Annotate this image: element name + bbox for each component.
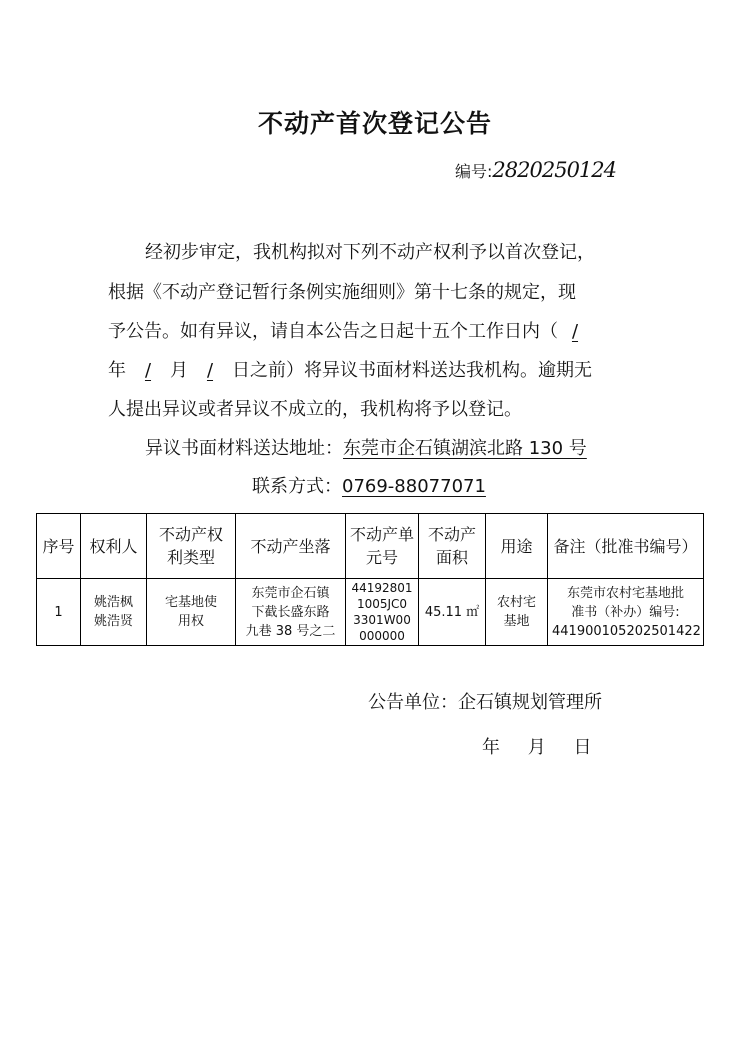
serial-label: 编号: (455, 162, 493, 181)
cell-unit-number: 44192801 1005JC0 3301W00 000000 (346, 579, 419, 646)
header-usage: 用途 (486, 514, 548, 579)
header-location: 不动产坐落 (236, 514, 346, 579)
body-line-1: 经初步审定，我机构拟对下列不动产权利予以首次登记， (145, 242, 595, 263)
body-line-4-tail: 日之前）将异议书面材料送达我机构。逾期无 (232, 360, 592, 381)
cell-seq: 1 (37, 579, 81, 646)
page-title: 不动产首次登记公告 (257, 109, 492, 138)
header-area: 不动产 面积 (419, 514, 486, 579)
cell-remark: 东莞市农村宅基地批 准书（补办）编号: 441900105202501422 (548, 579, 704, 646)
deadline-blank-start: / (571, 321, 579, 342)
year-label: 年 (108, 360, 126, 381)
header-seq: 序号 (37, 514, 81, 579)
serial-number (455, 158, 616, 182)
registration-table (36, 513, 704, 646)
header-remark: 备注（批准书编号） (548, 514, 704, 579)
cell-holder: 姚浩枫 姚浩贤 (81, 579, 147, 646)
contact-value: 0769-88077071 (342, 476, 486, 497)
cell-location: 东莞市企石镇 下截长盛东路 九巷 38 号之二 (236, 579, 346, 646)
body-line-4 (108, 354, 592, 388)
header-unit-number: 不动产单 元号 (346, 514, 419, 579)
table-row (37, 579, 704, 646)
serial-value: 2820250124 (492, 158, 617, 182)
body-line-2: 根据《不动产登记暂行条例实施细则》第十七条的规定，现 (108, 282, 576, 303)
cell-area: 45.11 ㎡ (419, 579, 486, 646)
month-label: 月 (170, 360, 188, 381)
body-line-3-text: 予公告。如有异议，请自本公告之日起十五个工作日内（ (108, 321, 558, 342)
contact-info (252, 470, 486, 504)
cell-right-type: 宅基地使 用权 (147, 579, 236, 646)
deadline-blank-month: / (144, 360, 152, 381)
body-line-5: 人提出异议或者异议不成立的，我机构将予以登记。 (108, 399, 522, 420)
deadline-blank-day: / (206, 360, 214, 381)
address-label: 异议书面材料送达地址： (145, 438, 343, 459)
address-value: 东莞市企石镇湖滨北路 130 号 (343, 438, 587, 459)
table-header-row (37, 514, 704, 579)
announcement-date: 年 月 日 (482, 737, 592, 758)
contact-label: 联系方式： (252, 476, 342, 497)
objection-address (145, 432, 587, 466)
cell-usage: 农村宅 基地 (486, 579, 548, 646)
header-right-type: 不动产权 利类型 (147, 514, 236, 579)
header-holder: 权利人 (81, 514, 147, 579)
announcing-organization: 公告单位：企石镇规划管理所 (368, 692, 602, 713)
body-line-3 (108, 315, 592, 349)
